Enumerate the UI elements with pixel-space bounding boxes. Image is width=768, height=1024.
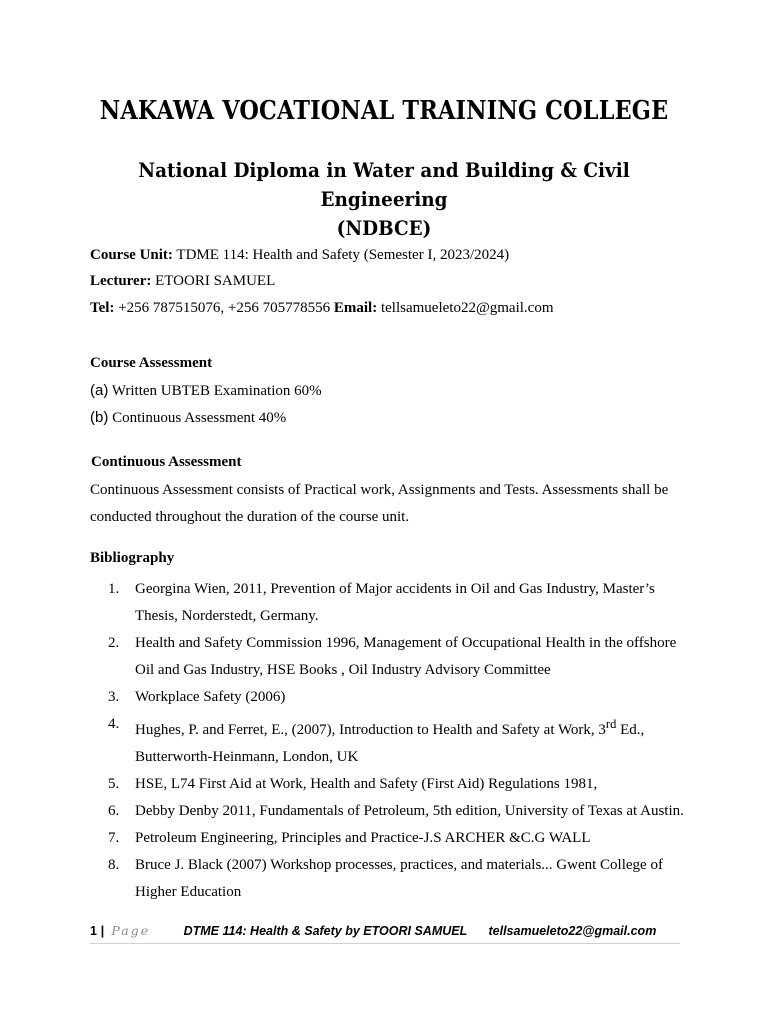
bibliography-list (108, 576, 698, 906)
course-assessment-heading: Course Assessment (90, 355, 213, 371)
bib-number: 5. (108, 776, 120, 792)
assessment-item-b-marker: (b) (90, 409, 109, 426)
bib-text: Health and Safety Commission 1996, Management of Occupational Health in the offshore Oil and Gas Industry, HSE Books , Oil Industry Advisory Committee (135, 635, 677, 678)
page-footer (90, 923, 680, 944)
bib-item (108, 825, 698, 852)
bib-item (108, 711, 698, 771)
bib-text-before: Hughes, P. and Ferret, E., (2007), Introduction to Health and Safety at Work, 3 (135, 722, 606, 738)
footer-page-label: Page (111, 923, 151, 938)
bib-item (108, 576, 698, 630)
bib-text: Debby Denby 2011, Fundamentals of Petroleum, 5th edition, University of Texas at Austin. (135, 803, 684, 819)
email-value: tellsamueleto22@gmail.com (380, 300, 554, 316)
continuous-assessment-heading: Continuous Assessment (91, 454, 242, 470)
tel-value: +256 787515076, +256 705778556 (118, 300, 331, 316)
bib-text: Workplace Safety (2006) (135, 689, 286, 705)
lecturer-value: ETOORI SAMUEL (155, 273, 276, 289)
bib-item (108, 771, 698, 798)
bib-number: 8. (108, 857, 120, 873)
contact-line (90, 300, 554, 317)
email-label: Email: (333, 300, 378, 316)
bib-number: 2. (108, 635, 120, 651)
bib-item (108, 684, 698, 711)
program-code: (NDBCE) (336, 216, 432, 240)
bib-number: 7. (108, 830, 120, 846)
bibliography-heading: Bibliography (90, 550, 175, 566)
tel-label: Tel: (90, 300, 115, 316)
bib-number: 6. (108, 803, 120, 819)
course-unit-value: TDME 114: Health and Safety (Semester I, 2023/2024) (176, 247, 510, 263)
bib-text: HSE, L74 First Aid at Work, Health and Safety (First Aid) Regulations 1981, (135, 776, 598, 792)
bib-text-after: Ed., Butterworth-Heinmann, London, UK (135, 722, 645, 765)
assessment-item-a-text: Written UBTEB Examination 60% (111, 383, 322, 399)
footer-course-text: DTME 114: Health & Safety by ETOORI SAMUEL (183, 924, 468, 938)
lecturer-label: Lecturer: (90, 273, 152, 289)
course-unit-line (90, 247, 509, 264)
bib-item (108, 798, 698, 825)
bib-number: 3. (108, 689, 120, 705)
bib-item (108, 630, 698, 684)
bib-text: Georgina Wien, 2011, Prevention of Major accidents in Oil and Gas Industry, Master’s Thesis, Norderstedt, Germany. (135, 581, 655, 624)
bib-text: Bruce J. Black (2007) Workshop processes, practices, and materials... Gwent College of Higher Education (135, 857, 663, 900)
assessment-item-a (90, 382, 322, 400)
course-unit-label: Course Unit: (90, 247, 173, 263)
assessment-item-b (90, 409, 286, 427)
program-line-2: Engineering (320, 187, 448, 211)
program-line-1: National Diploma in Water and Building & Civil (138, 158, 630, 182)
footer-email: tellsamueleto22@gmail.com (488, 924, 657, 938)
program-title (31, 156, 738, 243)
college-title: NAKAWA VOCATIONAL TRAINING COLLEGE (99, 96, 669, 126)
assessment-item-b-text: Continuous Assessment 40% (112, 410, 287, 426)
bib-text-superscript: rd (605, 717, 617, 731)
bib-number: 4. (108, 716, 120, 732)
lecturer-line (90, 273, 275, 290)
continuous-assessment-text: Continuous Assessment consists of Practical work, Assignments and Tests. Assessments shall be conducted throughout the duration of the course unit. (90, 482, 669, 525)
assessment-item-a-marker: (a) (90, 382, 109, 399)
bib-number: 1. (108, 581, 120, 597)
bib-text: Petroleum Engineering, Principles and Practice-J.S ARCHER &C.G WALL (135, 830, 591, 846)
footer-separator: | (100, 924, 104, 938)
bib-item (108, 852, 698, 906)
footer-page-number: 1 (90, 924, 97, 938)
